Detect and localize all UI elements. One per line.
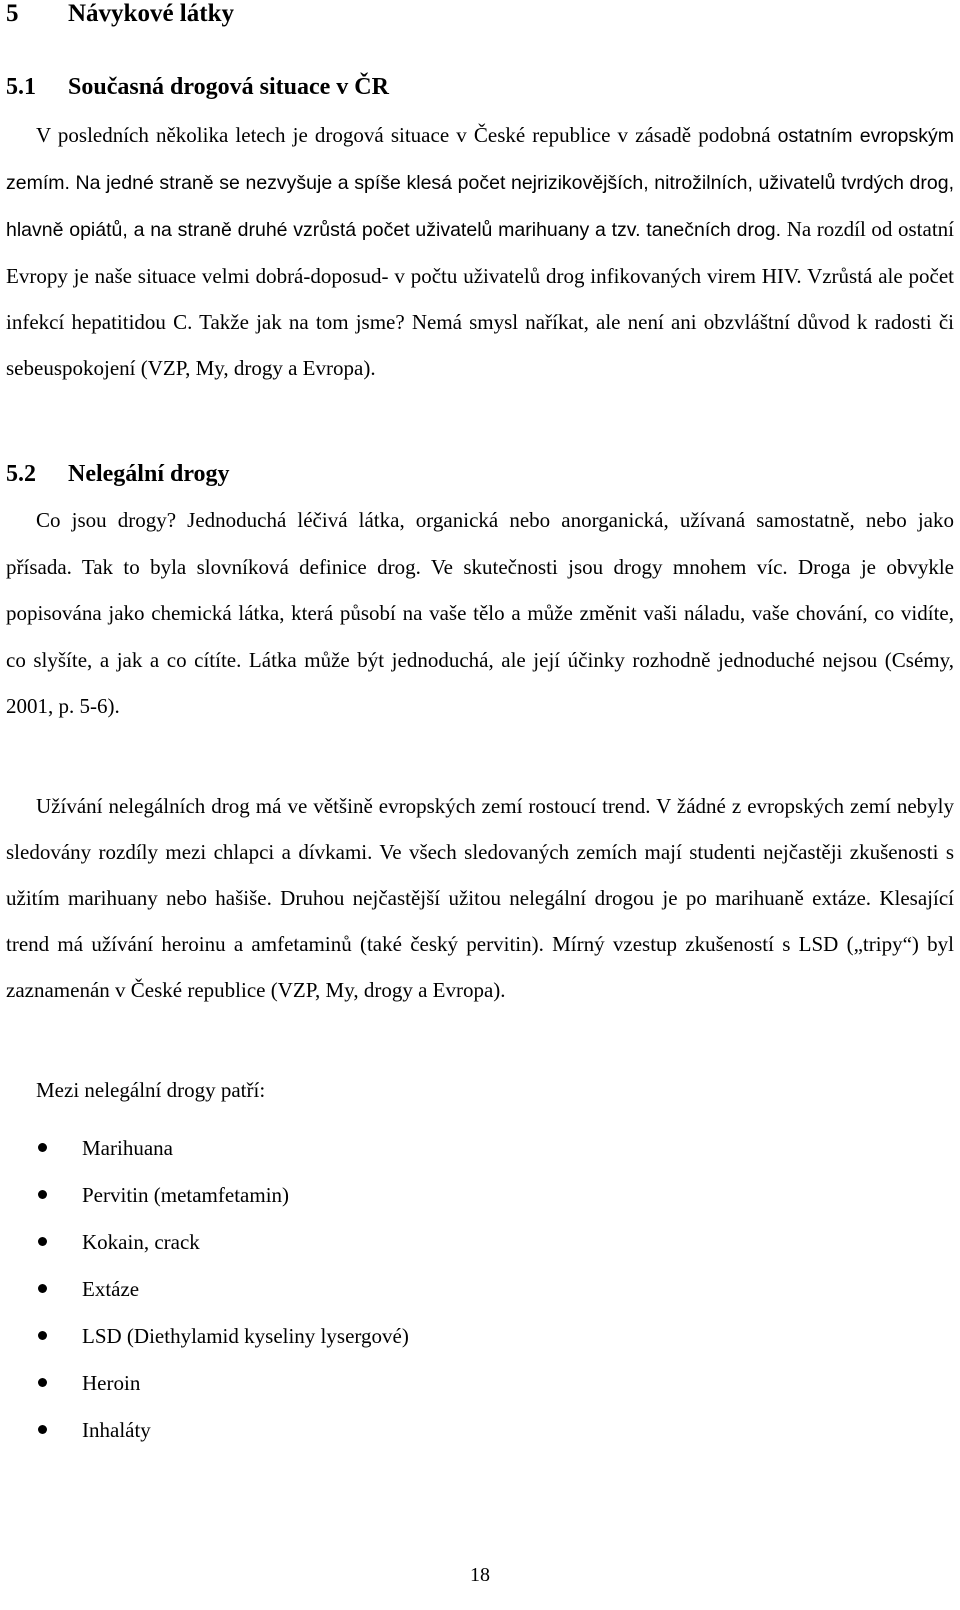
section-title: Současná drogová situace v ČR (68, 74, 389, 100)
list-item: LSD (Diethylamid kyseliny lysergové) (6, 1313, 409, 1360)
section-number: 5.1 (6, 74, 36, 100)
list-item: Heroin (6, 1360, 409, 1407)
section-title: Nelegální drogy (68, 461, 230, 487)
bullet-icon (38, 1237, 47, 1246)
bullet-icon (38, 1425, 47, 1434)
list-item: Kokain, crack (6, 1219, 409, 1266)
paragraph-serif-text: Na rozdíl od ostatní Evropy je naše situace velmi dobrá-doposud- v počtu uživatelů drog infikovaných virem HIV. Vzrůstá ale počet infekcí hepatitidou C. Takže jak na tom jsme? Nemá smysl naříkat, ale není ani obzvláštní důvod k radosti či sebeuspokojení (VZP, My, drogy a Evropa). (6, 217, 954, 380)
bullet-icon (38, 1284, 47, 1293)
chapter-heading (6, 0, 234, 30)
chapter-title: Návykové látky (68, 0, 234, 27)
section-heading-5-1 (6, 72, 389, 102)
list-item: Marihuana (6, 1125, 409, 1172)
section-heading-5-2 (6, 459, 230, 489)
illegal-drugs-list (6, 1125, 409, 1454)
bullet-icon (38, 1143, 47, 1152)
paragraph-sans-text: ostatním evropským zemím. Na jedné straně se nezvyšuje a spíše klesá počet nejrizikovějších, nitrožilních, uživatelů tvrdých drog, hlavně opiátů, a na straně druhé vzrůstá počet uživatelů marihuany a tzv. tanečních drog. (6, 125, 955, 241)
section-5-1-paragraph (6, 112, 954, 391)
bullet-icon (38, 1378, 47, 1387)
chapter-number: 5 (6, 0, 19, 27)
section-5-2-paragraph-1: Co jsou drogy? Jednoduchá léčivá látka, organická nebo anorganická, užívaná samostatně, nebo jako přísada. Tak to byla slovníková definice drog. Ve skutečnosti jsou drogy mnohem víc. Droga je obvykle popisována jako chemická látka, která působí na vaše tělo a může změnit vaši náladu, vaše chování, co vidíte, co slyšíte, a jak a co cítíte. Látka může být jednoduchá, ale její účinky rozhodně jednoduché nejsou (Csémy, 2001, p. 5-6). (6, 508, 954, 718)
list-item: Inhaláty (6, 1407, 409, 1454)
list-item: Extáze (6, 1266, 409, 1313)
section-number: 5.2 (6, 461, 36, 487)
page-number: 18 (470, 1564, 490, 1586)
bullet-icon (38, 1190, 47, 1199)
section-5-2-paragraph-2: Užívání nelegálních drog má ve většině evropských zemí rostoucí trend. V žádné z evropských zemí nebyly sledovány rozdíly mezi chlapci a dívkami. Ve všech sledovaných zemích mají studenti nejčastěji zkušenosti s užitím marihuany nebo hašiše. Druhou nejčastější užitou nelegální drogou je po marihuaně extáze. Klesající trend má užívání heroinu a amfetaminů (také český pervitin). Mírný vzestup zkušeností s LSD („tripy“) byl zaznamenán v České republice (VZP, My, drogy a Evropa). (6, 794, 954, 1002)
list-intro: Mezi nelegální drogy patří: (36, 1078, 266, 1102)
list-item: Pervitin (metamfetamin) (6, 1172, 409, 1219)
paragraph-first-line: V posledních několika letech je drogová situace v České republice v zásadě podobná (36, 123, 771, 147)
bullet-icon (38, 1331, 47, 1340)
